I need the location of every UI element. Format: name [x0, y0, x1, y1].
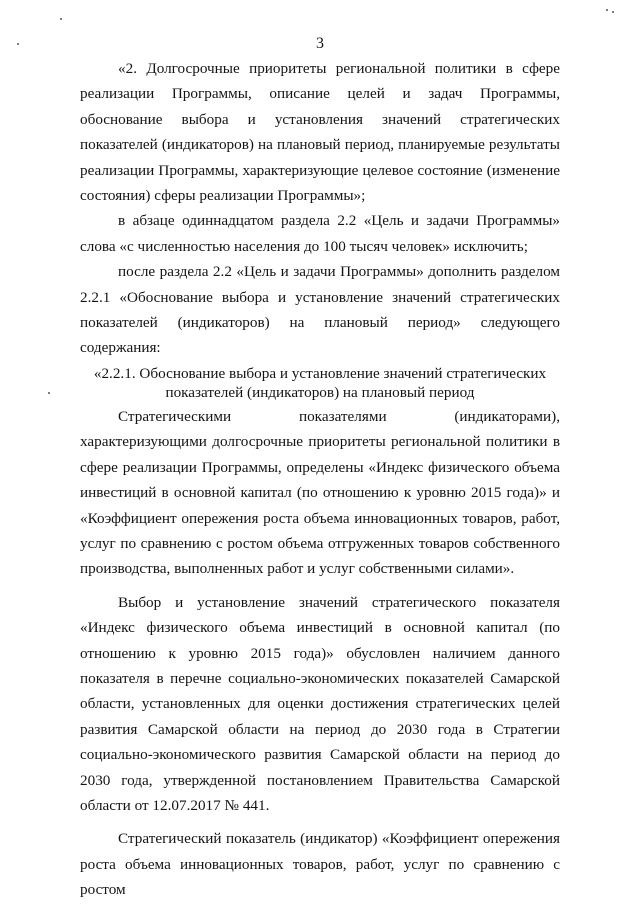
paragraph-strategic-indicators: Стратегическими показателями (индикаторами), характеризующими долгосрочные приоритеты региональной политики в сфере реализации Программы, определены «Индекс физического объема инвестиций в основной капитал (по отношению к уровню 2015 года)» и «Коэффициент опережения роста объема инновационных товаров, работ, услуг по сравнению с ростом объема отгруженных товаров собственного производства, выполненных работ и услуг собственными силами».: [80, 407, 560, 578]
scan-speck: [17, 43, 19, 45]
section-heading: «2.2.1. Обоснование выбора и установление значений стратегических показателей (индикаторов) на плановый период: [93, 364, 547, 401]
paragraph-eleventh-indent-change: в абзаце одиннадцатом раздела 2.2 «Цель и задачи Программы» слова «с численностью населения до 100 тысяч человек» исключить;: [80, 212, 560, 255]
scan-speck: [606, 9, 608, 11]
scan-speck: [60, 18, 62, 20]
scan-speck: [48, 392, 50, 394]
paragraph-investment-index: Выбор и установление значений стратегического показателя «Индекс физического объема инвестиций в основной капитал (по отношению к уровню 2015 года)» обусловлен наличием данного показателя в перечне социально-экономических показателей Самарской области, установленных для оценки достижения стратегических целей развития Самарской области на период до 2030 года в Стратегии социально-экономического развития Самарской области на период до 2030 года, утвержденной постановлением Правительства Самарской области от 12.07.2017 № 441.: [80, 593, 560, 814]
paragraph-section-title-quote: «2. Долгосрочные приоритеты региональной политики в сфере реализации Программы, описание целей и задач Программы, обоснование выбора и установления значений стратегических показателей (индикаторов) на плановый период, планируемые результаты реализации Программы, характеризующие целевое состояние (изменение состояния) сферы реализации Программы»;: [80, 60, 560, 205]
paragraph-innovation-coefficient: Стратегический показатель (индикатор) «Коэффициент опережения роста объема инновационных товаров, работ, услуг по сравнению с ростом: [80, 830, 560, 899]
scan-speck: [612, 11, 614, 13]
document-body: [80, 56, 560, 903]
page-number: 3: [316, 35, 324, 52]
paragraph-add-section: после раздела 2.2 «Цель и задачи Программы» дополнить разделом 2.2.1 «Обоснование выбора и установление значений стратегических показателей (индикаторов) на плановый период» следующего содержания:: [80, 263, 560, 357]
